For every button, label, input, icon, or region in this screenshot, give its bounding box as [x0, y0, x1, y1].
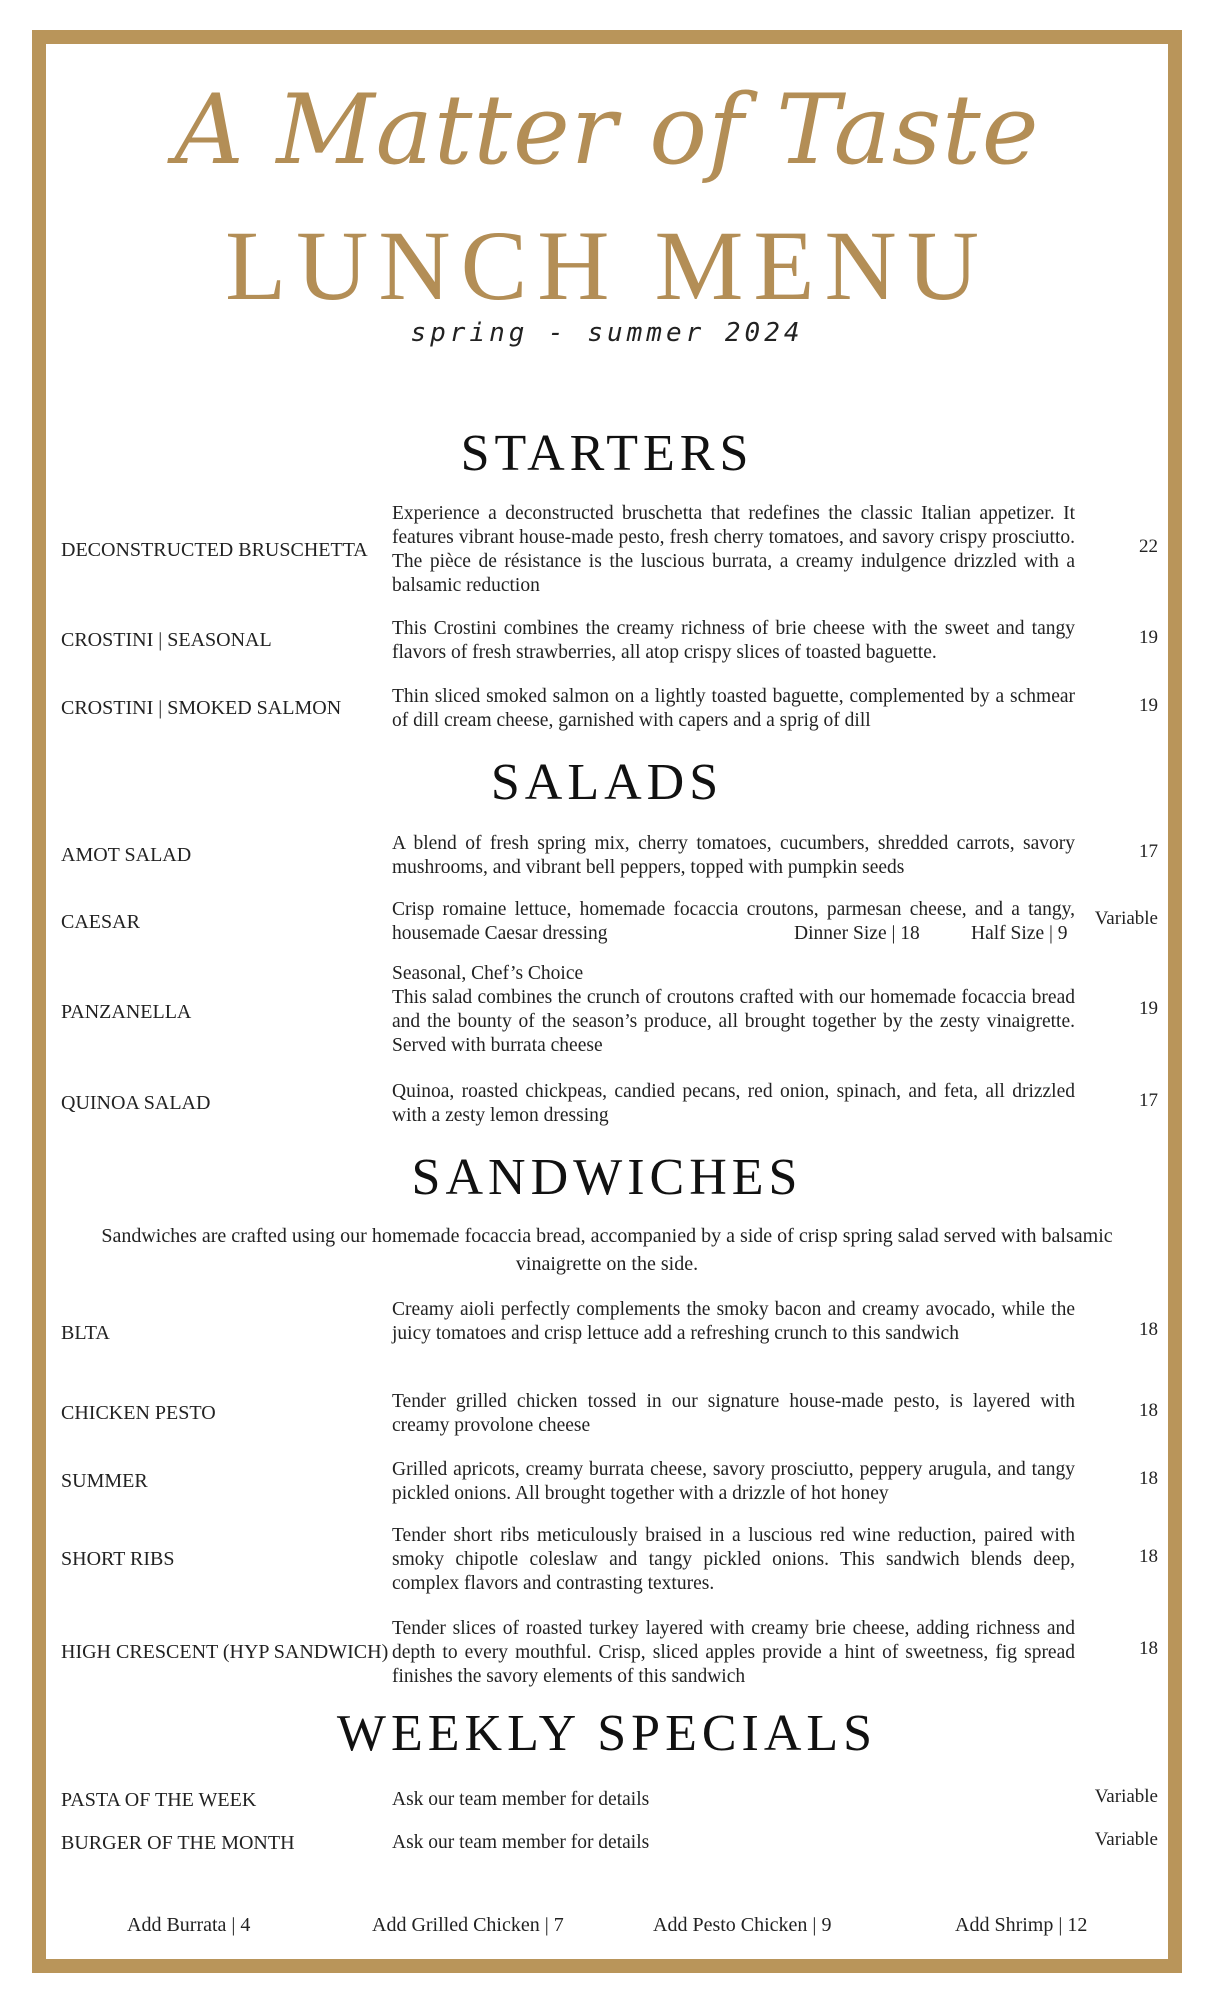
- item-name: QUINOA SALAD: [61, 1092, 211, 1114]
- caesar-dinner-size: Dinner Size | 18: [794, 923, 920, 944]
- item-price: 19: [1139, 627, 1158, 648]
- item-price: 19: [1139, 998, 1158, 1019]
- item-price: 22: [1139, 536, 1158, 557]
- item-name: CHICKEN PESTO: [61, 1402, 216, 1424]
- item-price: 17: [1139, 1090, 1158, 1111]
- item-name: CROSTINI | SMOKED SALMON: [61, 697, 342, 719]
- brand-logo-script: A Matter of Taste: [174, 74, 1040, 186]
- item-price: Variable: [1094, 1829, 1158, 1850]
- item-price: Variable: [1094, 1786, 1158, 1807]
- item-name: BLTA: [61, 1322, 110, 1344]
- item-name: PANZANELLA: [61, 1001, 192, 1023]
- section-title-weekly-specials: WEEKLY SPECIALS: [336, 1705, 878, 1762]
- item-description: Grilled apricots, creamy burrata cheese, savory prosciutto, peppery arugula, and tangy pickled onions. All brought together with a drizzle of hot honey: [392, 1459, 1075, 1504]
- item-description: Ask our team member for details: [392, 1789, 650, 1810]
- item-price: 18: [1139, 1546, 1158, 1567]
- item-description: Thin sliced smoked salmon on a lightly toasted baguette, complemented by a schmear of dill cream cheese, garnished with capers and a sprig of dill: [392, 686, 1075, 731]
- addon-grilled-chicken: Add Grilled Chicken | 7: [372, 1914, 564, 1936]
- item-description: Tender grilled chicken tossed in our signature house-made pesto, is layered with creamy provolone cheese: [392, 1391, 1075, 1436]
- item-name: CROSTINI | SEASONAL: [61, 629, 272, 651]
- addon-pesto-chicken: Add Pesto Chicken | 9: [653, 1914, 832, 1936]
- item-description: This Crostini combines the creamy richness of brie cheese with the sweet and tangy flavors of fresh strawberries, all atop crispy slices of toasted baguette.: [392, 618, 1075, 663]
- addon-burrata: Add Burrata | 4: [127, 1914, 251, 1936]
- season-subtitle: spring - summer 2024: [410, 318, 804, 348]
- item-price: 18: [1139, 1400, 1158, 1421]
- item-price: Variable: [1094, 908, 1158, 929]
- section-title-starters: STARTERS: [460, 425, 754, 482]
- item-name: AMOT SALAD: [61, 844, 192, 866]
- item-description: Quinoa, roasted chickpeas, candied pecans, red onion, spinach, and feta, all drizzled with a zesty lemon dressing: [392, 1081, 1075, 1126]
- sandwiches-note: Sandwiches are crafted using our homemade focaccia bread, accompanied by a side of crisp spring salad served with balsamic vinaigrette on the side.: [101, 1225, 1113, 1275]
- item-description: Tender slices of roasted turkey layered with creamy brie cheese, adding richness and depth to every mouthful. Crisp, sliced apples provide a hint of sweetness, fig spread finishes the savory elements of this sandwich: [392, 1618, 1075, 1687]
- item-name: SUMMER: [61, 1470, 148, 1492]
- item-price: 18: [1139, 1468, 1158, 1489]
- item-price: 18: [1139, 1638, 1158, 1659]
- item-description: Creamy aioli perfectly complements the smoky bacon and creamy avocado, while the juicy tomatoes and crisp lettuce add a refreshing crunch to this sandwich: [392, 1299, 1075, 1344]
- item-name: HIGH CRESCENT (HYP SANDWICH): [61, 1641, 389, 1663]
- item-name: DECONSTRUCTED BRUSCHETTA: [61, 539, 368, 561]
- item-description: A blend of fresh spring mix, cherry tomatoes, cucumbers, shredded carrots, savory mushrooms, and vibrant bell peppers, topped with pumpkin seeds: [392, 833, 1075, 878]
- item-name: SHORT RIBS: [61, 1548, 175, 1570]
- item-name: CAESAR: [61, 911, 140, 933]
- item-name: PASTA OF THE WEEK: [61, 1789, 257, 1811]
- caesar-half-size: Half Size | 9: [971, 923, 1068, 944]
- item-name: BURGER OF THE MONTH: [61, 1832, 295, 1854]
- caesar-description: Crisp romaine lettuce, homemade focaccia croutons, parmesan cheese, and a tangy, housemade Caesar dressing: [392, 899, 1075, 944]
- item-price: 17: [1139, 841, 1158, 862]
- item-description: Tender short ribs meticulously braised in a luscious red wine reduction, paired with smoky chipotle coleslaw and tangy pickled onions. This sandwich blends deep, complex flavors and contrasting textures.: [392, 1525, 1075, 1594]
- section-title-sandwiches: SANDWICHES: [411, 1149, 803, 1206]
- menu-title: LUNCH MENU: [225, 210, 989, 321]
- section-title-salads: SALADS: [490, 754, 724, 811]
- item-subtitle: Seasonal, Chef’s Choice: [392, 963, 584, 984]
- item-description: Experience a deconstructed bruschetta that redefines the classic Italian appetizer. It features vibrant house-made pesto, fresh cherry tomatoes, and savory crispy prosciutto. The pièce de résistance is the luscious burrata, a creamy indulgence drizzled with a balsamic reduction: [392, 503, 1075, 596]
- item-price: 19: [1139, 695, 1158, 716]
- addon-shrimp: Add Shrimp | 12: [955, 1914, 1088, 1936]
- item-price: 18: [1139, 1319, 1158, 1340]
- item-description: This salad combines the crunch of croutons crafted with our homemade focaccia bread and the bounty of the season’s produce, all brought together by the zesty vinaigrette. Served with burrata cheese: [392, 987, 1075, 1056]
- item-description: Ask our team member for details: [392, 1832, 650, 1853]
